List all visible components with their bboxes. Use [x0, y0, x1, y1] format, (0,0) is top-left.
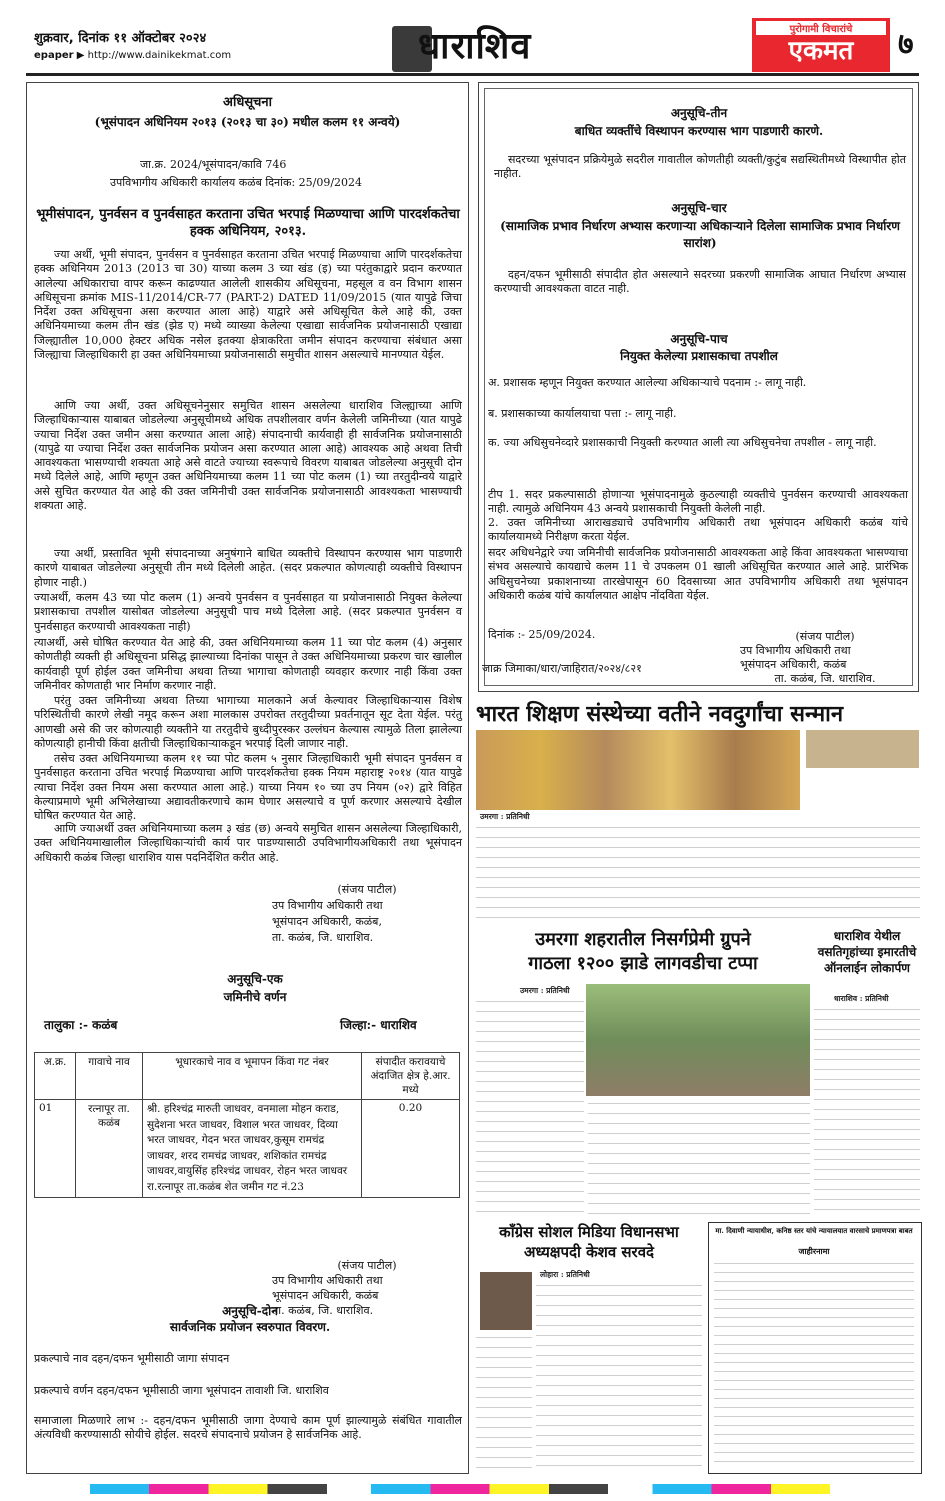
advertisement-ref: जाक्र जिमाका/धारा/जाहिरात/२०२४/८२१ [482, 662, 642, 675]
news-2-body-right [588, 1100, 810, 1214]
cell-serial: 01 [35, 1100, 76, 1198]
cell-holder: श्री. हरिश्चंद्र मारुती जाधवर, वनमाला मोहन कराड, सुदेशना भरत जाधवर, विशाल भरत जाधवर, दिव्या भरत जाधवर, गेदन भरत जाधवर,कुसूम रामचंद्र जाधवर, शरद रामचंद्र जाधवर, शशिकांत रामचंद्र जाधवर,वायुसिंह हरिश्चंद्र जाधवर, रोहन भरत जाधवर रा.रत्नापूर ता.कळंब शेत जमीन गट नं.23 [143, 1100, 362, 1198]
table-header-row [35, 1053, 460, 1100]
schedule-4-title: अनुसूचि-चार [671, 201, 727, 215]
court-notice-subtitle: जाहीरनामा [798, 1246, 830, 1256]
site-url: http://www.dainikekmat.com [87, 50, 232, 61]
news-2-body-left [476, 998, 584, 1214]
schedule-5-b: ब. प्रशासकाच्या कार्यालयाचा पत्ता :- लागू नाही. [488, 407, 677, 420]
issue-date: शुक्रवार, दिनांक ११ ऑक्टोबर २०२४ [34, 31, 207, 46]
reference-number: जा.क्र. 2024/भूसंपादन/कावि 746 [140, 158, 287, 171]
news-4-portrait [480, 1272, 532, 1330]
news-1-headline[interactable]: भारत शिक्षण संस्थेच्या वतीने नवदुर्गांचा सन्मान [476, 702, 844, 727]
news-1-photo-small [806, 730, 919, 768]
schedule-5-a: अ. प्रशासक म्हणून नियुक्त करण्यात आलेल्या अधिकाऱ्याचे पदनाम :- लागू नाही. [488, 376, 807, 389]
news-1-body [476, 824, 920, 922]
para-7: तसेच उक्त अधिनियमाच्या कलम ११ च्या पोट कलम ५ नुसार जिल्हाधिकारी भूमी संपादन पुनर्वसन व पुनर्वसाहत करताना उचित भरपाई मिळण्याचा आणि पारदर्शकतेचा हक्क नियम महाराष्ट्र २०१४ (यात यापुढे त्याचा निर्देश उक्त नियम असा करण्यात आला आहे.) याच्या नियम १० च्या उप नियम (०२) द्वारे विहित केल्याप्रमाणे भूमी अभिलेखाच्या अद्यावतीकरणाचे काम घेणार असल्याचे व पूर्ण करणार असल्याचे देखील घोषित करण्यात येत आहे. [34, 752, 462, 823]
right-sig-line1: उप विभागीय अधिकारी तथा [740, 644, 851, 657]
news-4-headline-1: कॉंग्रेस सोशल मिडिया विधानसभा [499, 1223, 679, 1241]
news-2-headline[interactable] [476, 928, 810, 976]
notice-title: अधिसूचना [223, 95, 272, 110]
cell-village: रत्नापूर ता. कळंब [76, 1100, 143, 1198]
project-benefit: समाजाला मिळणारे लाभ :- दहन/दफन भूमीसाठी जागा देण्याचे काम पूर्ण झाल्यामुळे संबंधित गावातील अंत्यविधी करण्यासाठी सोयीचे होईल. सदरचे संपादनाचे प्रयोजन हे सार्वजनिक आहे. [34, 1414, 462, 1442]
note-1: टीप 1. सदर प्रकल्पासाठी होणाऱ्या भूसंपादनामुळे कुठल्याही व्यक्तीचे पुनर्वसन करण्याची आवश्यकता नाही. त्यामुळे अधिनियम 43 अन्वये प्रशासकाची नियुक्ती केलेली नाही. [488, 488, 908, 516]
col-serial: अ.क्र. [35, 1053, 76, 1100]
sig2-line1: उप विभागीय अधिकारी तथा [272, 1274, 383, 1287]
col-holder: भूधारकाचे नाव व भूमापन किंवा गट नंबर [143, 1053, 362, 1100]
col-area: संपादीत करावयाचे अंदाजित क्षेत्र हे.आर. मध्ये [362, 1053, 460, 1100]
reference-office: उपविभागीय अधिकारी कार्यालय कळंब दिनांक: 25/09/2024 [110, 176, 363, 189]
note-3: सदर अधिधनेद्वारे ज्या जमिनीची सार्वजनिक प्रयोजनासाठी आवश्यकता आहे किंवा आवश्यकता भासण्याचा संभव असल्याचे कायद्याचे कलम 11 चे उपकलम 01 खाली अधिसूचित करण्यात आले आहे. प्रारंभिक अधिसुचनेच्या प्रकाशनाच्या तारखेपासून 60 दिवसाच्या आत उपविभागीय अधिकारी तथा भूसंपादन अधिकारी कळंब यांचे कार्यालयात आक्षेप नोंदविता येईल. [488, 546, 908, 602]
para-2: आणि ज्या अर्थी, उक्त अधिसूचनेनुसार समुचित शासन असलेल्या धाराशिव जिल्ह्याच्या आणि जिल्हाधिकाऱ्यास याबाबत जोडलेल्या अनुसूचीमध्ये अधिक तपशीलवार वर्णन केलेली जमिनीच्या (यात यापुढे ज्याचा निर्देश उक्त जमीन असा करण्यात आला आहे) संपादनाची कार्यवाही ही सार्वजनिक प्रयोजनासाठी (यापुढे या ज्याचा निर्देश उक्त सार्वजनिक प्रयोजन असा करण्यात आला आहे) आवश्यक आहे अथवा तिची आवश्यकता भासण्याची शक्यता आहे असे वाटते ज्याच्या स्वरूपाचे विवरण याबाबत जोडलेल्या अनुसूची दोन मध्ये दिलेले आहे, आणि म्हणून उक्त अधिनियमाच्या कलम 11 च्या पोट कलम (1) च्या तरतुदीन्वये याद्वारे असे सुचित करण्यात येत आहे की उक्त जमिनीची उक्त सार्वजनिक प्रयोजनासाठी आवश्यकता भासण्याची शक्यता आहे. [34, 399, 462, 513]
sig2-line3: ता. कळंब, जि. धाराशिव. [272, 1304, 374, 1317]
schedule-5-title: अनुसूचि-पाच [670, 332, 728, 346]
para-4: ज्याअर्थी, कलम 43 च्या पोट कलम (1) अन्वये पुनर्वसन व पुनर्वसाहत या प्रयोजनासाठी नियुक्त केलेल्या प्रशासकाचा तपशील यासोबत जोडलेल्या अनुसूची पाच मध्ये दिलेला आहे. (सदर प्रकल्पात पुनर्वसन व पुनर्वसाहत करण्याची आवश्यकता नाही) [34, 591, 462, 633]
logo-text: एकमत [788, 36, 854, 66]
court-notice-body [714, 1260, 914, 1466]
cell-area: 0.20 [362, 1100, 460, 1198]
news-4-body [536, 1282, 702, 1472]
schedule-2-title: अनुसूचि-दोन [222, 1304, 278, 1318]
schedule-5-subtitle: नियुक्त केलेल्या प्रशासकाचा तपशील [620, 349, 778, 363]
news-4-dateline: लोहारा : प्रतिनिधी [540, 1270, 590, 1279]
news-4-body-left [476, 1334, 532, 1472]
schedule-1-title: अनुसूचि-एक [227, 972, 283, 986]
schedule-3-text: सदरच्या भूसंपादन प्रक्रियेमुळे सदरील गावातील कोणतीही व्यक्ती/कुटुंब सद्यस्थितीमध्ये विस्थापीत होत नाहीत. [494, 153, 906, 181]
edition-title: धाराशिव [418, 26, 532, 67]
sig1-line3: ता. कळंब, जि. धाराशिव. [272, 931, 374, 944]
para-5: त्याअर्थी, असे घोषित करण्यात येत आहे की, उक्त अधिनियमाच्या कलम 11 च्या पोट कलम (4) अनुसार कोणतीही व्यक्ती ही अधिसूचना प्रसिद्ध झाल्याच्या दिनांका पासून ते उक्त अधिनियमाच्या प्रकरण चार खालील कार्यवाही पूर्ण होईल उक्त जमिनीचा अथवा तिच्या भागाचा कोणताही व्यवहार करणार नाही किंवा उक्त जमिनीवर कोणताही भार निर्माण करणार नाही. [34, 636, 462, 692]
table-row [35, 1100, 460, 1198]
page-number: ७ [898, 27, 914, 62]
project-name: प्रकल्पाचे नाव दहन/दफन भूमीसाठी जागा संपादन [34, 1352, 230, 1365]
news-3-headline[interactable]: धाराशिव येथील वसतिगृहांच्या इमारतीचे ऑनलाईन लोकार्पण [817, 929, 917, 975]
print-registration-marks [90, 1484, 830, 1494]
sig1-line2: भूसंपादन अधिकारी, कळंब, [272, 915, 382, 928]
news-1-photo [476, 730, 800, 810]
news-2-headline-2: गाठला १२०० झाडे लागवडीचा टप्पा [528, 953, 758, 974]
logo-tagline: पुरोगामी विचारांचे [756, 21, 886, 35]
masthead-rule [26, 73, 919, 76]
schedule-4-text: दहन/दफन भूमीसाठी संपादीत होत असल्याने सदरच्या प्रकरणी सामाजिक आघात निर्धारण अभ्यास करण्याची आवश्यकता वाटत नाही. [494, 268, 906, 296]
epaper-url[interactable]: epaper ▶ http://www.dainikekmat.com [34, 50, 232, 61]
schedule-4-subtitle: (सामाजिक प्रभाव निर्धारण अभ्यास करणाऱ्या अधिकाऱ्याने दिलेला सामाजिक प्रभाव निर्धारण सारांश) [500, 219, 900, 250]
notice-subtitle: (भूसंपादन अधिनियम २०१३ (२०१३ चा ३०) मधील कलम ११ अन्वये) [94, 115, 401, 129]
para-3: ज्या अर्थी, प्रस्तावित भूमी संपादनाच्या अनुषंगाने बाधित व्यक्तीचे विस्थापन करण्यास भाग पाडणारी कारणे याबाबत जोडलेल्या अनुसूची तीन मध्ये दिलेली आहेत. (सदर प्रकल्पात कोणत्याही व्यक्तीचे विस्थापन होणार नाही.) [34, 547, 462, 589]
act-title: भूमीसंपादन, पुनर्वसन व पुनर्वसाहत करताना उचित भरपाई मिळण्याचा आणि पारदर्शकतेचा हक्क अधिनियम, २०१३. [36, 207, 460, 239]
note-2: 2. उक्त जमिनीच्या आराखड्याचे उपविभागीय अधिकारी तथा भूसंपादन अधिकारी कळंब यांचे कार्यालयामध्ये निरीक्षण करता येईल. [488, 516, 908, 544]
news-2-dateline: उमरगा : प्रतिनिधी [520, 986, 570, 995]
right-sig-name: (संजय पाटील) [795, 630, 855, 643]
schedule-1-subtitle: जमिनीचे वर्णन [223, 990, 287, 1004]
schedule-2-subtitle: सार्वजनिक प्रयोजन स्वरुपात विवरण. [169, 1320, 331, 1334]
newspaper-logo [752, 18, 890, 72]
court-notice-title: मा. दिवाणी न्यायाधीश, कनिष्ठ स्तर यांचे न्यायालयात वारसाचे प्रमाणपत्रा बाबत [715, 1226, 913, 1235]
news-2-headline-1: उमरगा शहरातील निसर्गप्रेमी ग्रुपने [535, 929, 751, 950]
sig2-name: (संजय पाटील) [337, 1259, 397, 1272]
news-4-headline[interactable] [476, 1222, 702, 1262]
schedule-3-title: अनुसूचि-तीन [670, 106, 728, 120]
sig1-line1: उप विभागीय अधिकारी तथा [272, 899, 383, 912]
sig2-line2: भूसंपादन अधिकारी, कळंब [272, 1289, 379, 1302]
signature-block-1 [272, 882, 462, 946]
right-sig-line2: भूसंपादन अधिकारी, कळंब [740, 658, 847, 671]
right-signature [740, 630, 910, 686]
right-sig-line3: ता. कळंब, जि. धाराशिव. [774, 672, 876, 685]
news-2-photo [586, 984, 810, 1096]
schedule-3-subtitle: बाधित व्यक्तींचे विस्थापन करण्यास भाग पाडणारी कारणे. [574, 124, 824, 138]
col-village: गावाचे नाव [76, 1053, 143, 1100]
news-3-body [814, 1006, 920, 1218]
para-6: परंतु उक्त जमिनीच्या अथवा तिच्या भागाच्या मालकाने अर्ज केल्यावर जिल्हाधिकाऱ्यास विशेष परिस्थितीची कारणे लेखी नमूद करून अशा मालकास उपरोक्त तरतुदीच्या प्रवर्तनातून सूट देता येईल. परंतु आणखी असे की जर कोणत्याही व्यक्तीने या तरतुदीचे बुध्दीपुरस्कर उल्लंघन केल्यास त्यामुळे तिला झालेल्या कोणत्याही हानीची किंवा क्षतीची जिल्हाधिकाऱ्याकडून भरपाई दिली जाणार नाही. [34, 694, 462, 750]
news-4-headline-2: अध्यक्षपदी केशव सरवदे [523, 1243, 654, 1261]
schedule-5-c: क. ज्या अधिसुचनेव्दारे प्रशासकाची नियुक्ती करण्यात आली त्या अधिसुचनेचा तपशील - लागू नाही. [488, 436, 877, 449]
para-8: आणि ज्याअर्थी उक्त अधिनियमाच्या कलम ३ खंड (छ) अन्वये समुचित शासन असलेल्या जिल्हाधिकारी, उक्त अधिनियमाखालील जिल्हाधिकाऱ्यांची कार्य पार पाडण्यासाठी उपविभागीयअधिकारी तथा भूसंपादन अधिकारी कळंब जिल्हा धाराशिव यास पदनिर्देशित करीत आहे. [34, 822, 462, 864]
land-table [34, 1052, 460, 1198]
notice-date: दिनांक :- 25/09/2024. [488, 628, 596, 641]
taluka-label: तालुका :- कळंब [44, 1018, 118, 1032]
project-description: प्रकल्पाचे वर्णन दहन/दफन भूमीसाठी जागा भूसंपादन तावाशी जि. धाराशिव [34, 1384, 329, 1397]
news-1-dateline: उमरगा : प्रतिनिधी [480, 812, 530, 821]
news-3-dateline: धाराशिव : प्रतिनिधी [834, 994, 889, 1003]
sig1-name: (संजय पाटील) [337, 883, 397, 896]
epaper-label: epaper [34, 50, 74, 61]
para-1: ज्या अर्थी, भूमी संपादन, पुनर्वसन व पुनर्वसाहत करताना उचित भरपाई मिळण्याचा आणि पारदर्शकतेचा हक्क अधिनियम 2013 (2013 चा 30) याच्या कलम 3 च्या खंड (इ) च्या परंतुकाद्वारे प्रदान करण्यात आलेल्या अधिकाराचा वापर करून काढण्यात आलेली शासकीय अधिसूचना, महसूल व वन विभाग शासन अधिसूचना क्रमांक MIS-11/2014/CR-77 (PART-2) DATED 11/09/2015 (यात यापुढे जिचा निर्देश उक्त अधिसूचना असा करण्यात आला आहे) याद्वारे असे अधिसूचित केले आहे की, उक्त अधिनियमाच्या कलम तीन खंड (झेड ए) मध्ये व्याख्या केलेल्या एखाद्या सार्वजनिक प्रयोजनासाठी एखाद्या जिल्ह्यातील 10,000 हेक्टर अधिक नसेल इतक्या क्षेत्राकरिता जमीन संपादन करण्याचा संबंधात असा जिल्ह्याचा जिल्हाधिकारी हा उक्त अधिनियमाच्या प्रयोजनासाठी समुचीत शासन असल्याचे मानण्यात येईल. [34, 248, 462, 362]
district-label: जिल्हा:- धाराशिव [340, 1018, 417, 1032]
